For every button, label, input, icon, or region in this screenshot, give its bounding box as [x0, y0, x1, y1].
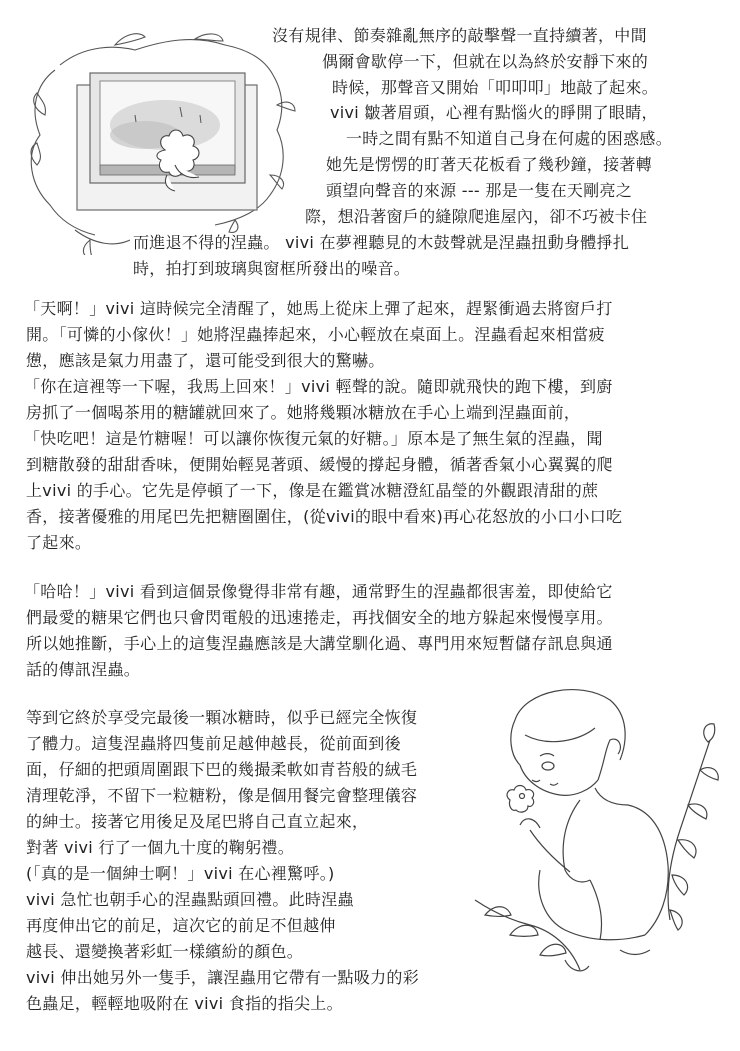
text-line: 再度伸出它的前足，這次它的前足不但越伸	[26, 916, 336, 935]
text-line: (「真的是一個紳士啊！」vivi 在心裡驚呼。)	[26, 864, 335, 883]
text-line: 面，仔細的把頭周圍跟下巴的幾撮柔軟如青苔般的絨毛	[26, 760, 418, 779]
text-line: 們最愛的糖果它們也只會閃電般的迅速捲走，再找個安全的地方躲起來慢慢享用。	[26, 608, 613, 627]
text-line: 香，接著優雅的用尾巴先把糖圈圍住，(從vivi的眼中看來)再心花怒放的小口小口吃	[26, 507, 623, 526]
text-line: 開。「可憐的小傢伙！」她將涅蟲捧起來，小心輕放在桌面上。涅蟲看起來相當疲	[26, 325, 605, 344]
window-illustration-icon	[15, 15, 305, 255]
text-line: 「天啊！」vivi 這時候完全清醒了，她馬上從床上彈了起來，趕緊衝過去將窗戶打	[24, 299, 613, 318]
text-line: 話的傳訊涅蟲。	[26, 660, 141, 679]
text-line: 偶爾會歇停一下，但就在以為終於安靜下來的	[322, 52, 649, 71]
text-line: 一時之間有點不知道自己身在何處的困惑感。	[346, 129, 673, 148]
text-line: 她先是愣愣的盯著天花板看了幾秒鐘，接著轉	[326, 155, 653, 174]
text-line: 上vivi 的手心。它先是停頓了一下，像是在鑑賞冰糖澄紅晶瑩的外觀跟清甜的蔗	[26, 481, 599, 500]
text-line: vivi 伸出她另外一隻手，讓涅蟲用它帶有一點吸力的彩	[26, 968, 420, 987]
text-line: 房抓了一個喝茶用的糖罐就回來了。她將幾顆冰糖放在手心上端到涅蟲面前，	[26, 403, 581, 422]
text-line: 色蟲足，輕輕地吸附在 vivi 食指的指尖上。	[26, 994, 343, 1013]
text-line: 清理乾淨，不留下一粒糖粉，像是個用餐完會整理儀容	[26, 786, 418, 805]
text-line: 所以她推斷，手心上的這隻涅蟲應該是大講堂馴化過、專門用來短暫儲存訊息與通	[26, 634, 613, 653]
text-line: 越長、還變換著彩虹一樣繽紛的顏色。	[26, 942, 304, 961]
text-line: 時，拍打到玻璃與窗框所發出的噪音。	[133, 259, 411, 278]
text-line: 「快吃吧！這是竹糖喔！可以讓你恢復元氣的好糖。」原本是了無生氣的涅蟲，聞	[24, 429, 603, 448]
child-illustration-icon	[470, 680, 740, 1000]
text-line: 憊，應該是氣力用盡了，還可能受到很大的驚嚇。	[26, 351, 385, 370]
text-line: 「你在這裡等一下喔，我馬上回來！」vivi 輕聲的說。隨即就飛快的跑下樓，到廚	[24, 377, 613, 396]
text-line: 而進退不得的涅蟲。 vivi 在夢裡聽見的木鼓聲就是涅蟲扭動身體掙扎	[133, 233, 630, 252]
text-line: 「哈哈！」vivi 看到這個景像覺得非常有趣，通常野生的涅蟲都很害羞，即使給它	[24, 582, 613, 601]
text-line: 頭望向聲音的來源 --- 那是一隻在天剛亮之	[326, 181, 633, 200]
text-line: 時候，那聲音又開始「叩叩叩」地敲了起來。	[332, 78, 659, 97]
text-line: 的紳士。接著它用後足及尾巴將自己直立起來，	[26, 812, 369, 831]
girl-with-worm-illustration	[470, 680, 740, 1000]
text-line: 對著 vivi 行了一個九十度的鞠躬禮。	[26, 838, 295, 857]
text-line: vivi 急忙也朝手心的涅蟲點頭回禮。此時涅蟲	[26, 890, 354, 909]
text-line: 了起來。	[26, 533, 92, 552]
window-worm-illustration	[15, 15, 305, 255]
text-line: 了體力。這隻涅蟲將四隻前足越伸越長，從前面到後	[26, 734, 401, 753]
text-line: vivi 皺著眉頭，心裡有點惱火的睜開了眼睛，	[330, 103, 658, 122]
text-line: 到糖散發的甜甜香味，便開始輕晃著頭、緩慢的撐起身體，循著香氣小心翼翼的爬	[26, 455, 613, 474]
text-line: 等到它終於享受完最後一顆冰糖時，似乎已經完全恢復	[26, 708, 418, 727]
text-line: 沒有規律、節奏雜亂無序的敲擊聲一直持續著，中間	[272, 26, 647, 45]
text-line: 際，想沿著窗戶的縫隙爬進屋內，卻不巧被卡住	[305, 207, 648, 226]
